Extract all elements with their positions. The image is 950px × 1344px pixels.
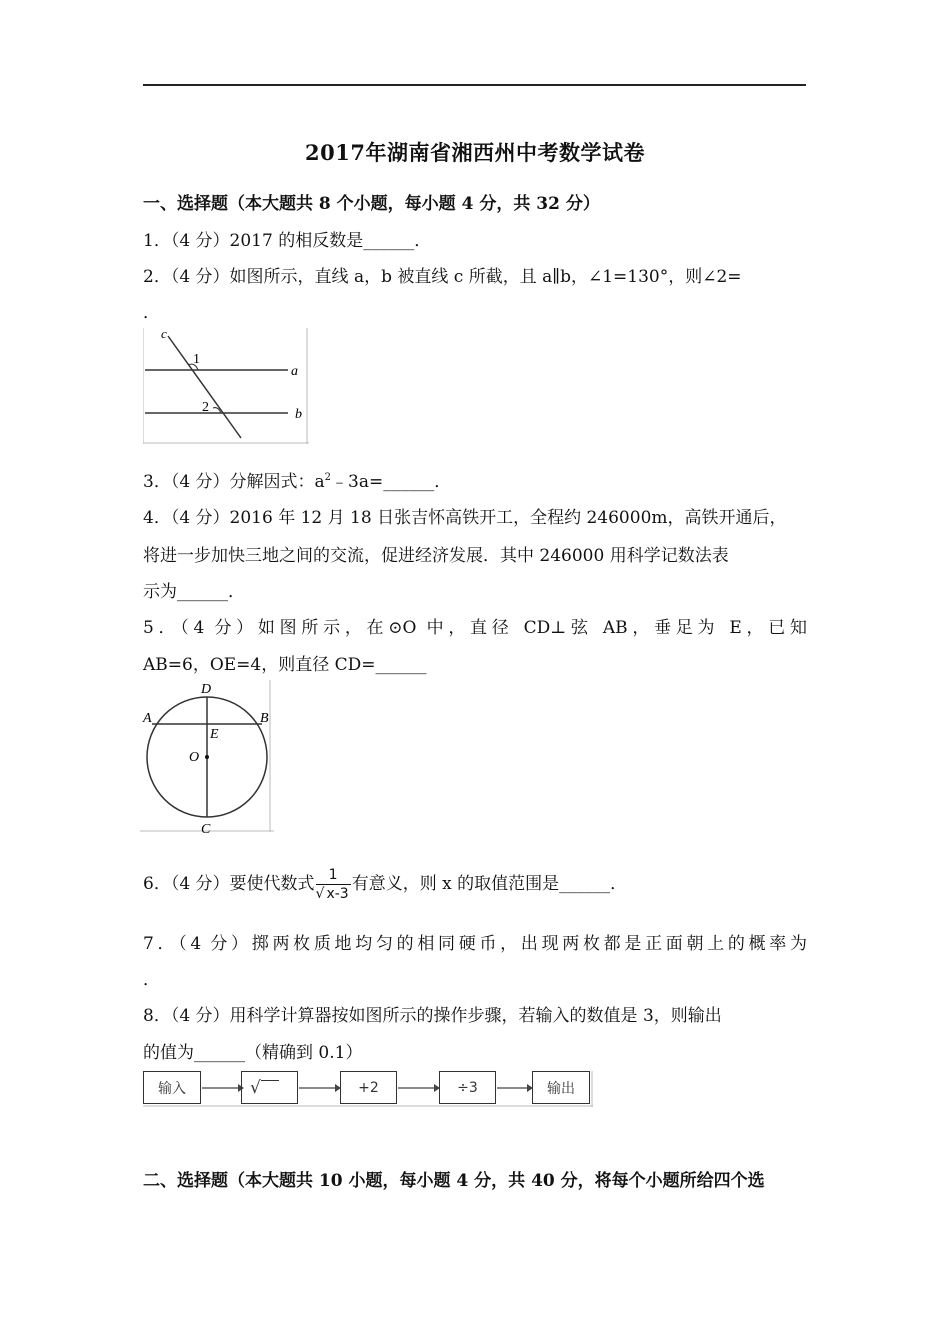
question-1: 1．（4 分）2017 的相反数是______． <box>143 231 432 251</box>
q6-fraction <box>316 868 351 901</box>
flow-box-divide-3: ÷3 <box>439 1071 496 1104</box>
question-8-line-2: 的值为______（精确到 0.1） <box>143 1043 363 1063</box>
label-B: B <box>260 711 269 726</box>
question-4-line-2: 将进一步加快三地之间的交流，促进经济发展．其中 246000 用科学记数法表 <box>143 546 729 566</box>
flow-box-input: 输入 <box>143 1071 201 1104</box>
header-rule <box>143 84 806 86</box>
question-2-line-2: ． <box>143 303 160 323</box>
sqrt-bar <box>261 1080 279 1081</box>
question-6 <box>143 868 627 901</box>
label-b: b <box>295 407 302 422</box>
q6-fraction-denominator: √ x-3 <box>315 886 349 902</box>
label-c: c <box>161 328 167 341</box>
question-5-line-2: AB=6，OE=4，则直径 CD=______ <box>143 655 427 675</box>
label-angle-2: 2 <box>202 400 209 415</box>
flow-box-output: 输出 <box>532 1071 590 1104</box>
question-4-line-1: 4．（4 分）2016 年 12 月 18 日张吉怀高铁开工，全程约 246000m，高铁开通后， <box>143 508 787 528</box>
q3-prefix: 3．（4 分）分解因式：a <box>143 472 325 492</box>
question-5-line-1: 5．（4 分）如图所示，在⊙O 中，直径 CD⊥弦 AB，垂足为 E，已知 <box>143 618 807 638</box>
parallel-lines-figure <box>143 328 309 444</box>
question-4-line-3: 示为______． <box>143 582 245 602</box>
label-A: A <box>143 711 152 726</box>
label-C: C <box>201 822 211 837</box>
circle-figure <box>140 680 274 840</box>
q3-exponent: 2 <box>324 472 332 483</box>
question-7-line-1: 7．（4 分）掷两枚质地均匀的相同硬币，出现两枚都是正面朝上的概率为 <box>143 934 807 954</box>
q6-prefix: 6．（4 分）要使代数式 <box>143 874 315 894</box>
section-heading-2: 二、选择题（本大题共 10 小题，每小题 4 分，共 40 分，将每个小题所给四个选 <box>143 1171 765 1191</box>
label-D: D <box>201 682 212 697</box>
flow-box-plus-2: +2 <box>340 1071 397 1104</box>
label-E: E <box>210 727 219 742</box>
page-title: 2017年湖南省湘西州中考数学试卷 <box>305 140 645 165</box>
q6-fraction-numerator: 1 <box>316 868 351 885</box>
question-8-line-1: 8．（4 分）用科学计算器按如图所示的操作步骤，若输入的数值是 3，则输出 <box>143 1006 722 1026</box>
label-O: O <box>189 750 200 765</box>
calculator-flow-diagram <box>143 1071 593 1107</box>
question-7-line-2: ． <box>143 970 160 990</box>
question-2-line-1: 2．（4 分）如图所示，直线 a，b 被直线 c 所截，且 a∥b，∠1=130°，则∠2= <box>143 267 742 287</box>
q6-radicand: x-3 <box>326 886 349 902</box>
sqrt-symbol: √ <box>250 1077 261 1098</box>
question-3 <box>143 467 451 492</box>
label-angle-1: 1 <box>193 352 200 367</box>
q6-suffix: 有意义，则 x 的取值范围是______． <box>351 874 628 894</box>
q3-suffix: ﹣3a=______． <box>331 472 452 492</box>
label-a: a <box>291 364 298 379</box>
section-heading-1: 一、选择题（本大题共 8 个小题，每小题 4 分，共 32 分） <box>143 194 600 214</box>
flow-box-sqrt <box>241 1071 298 1104</box>
